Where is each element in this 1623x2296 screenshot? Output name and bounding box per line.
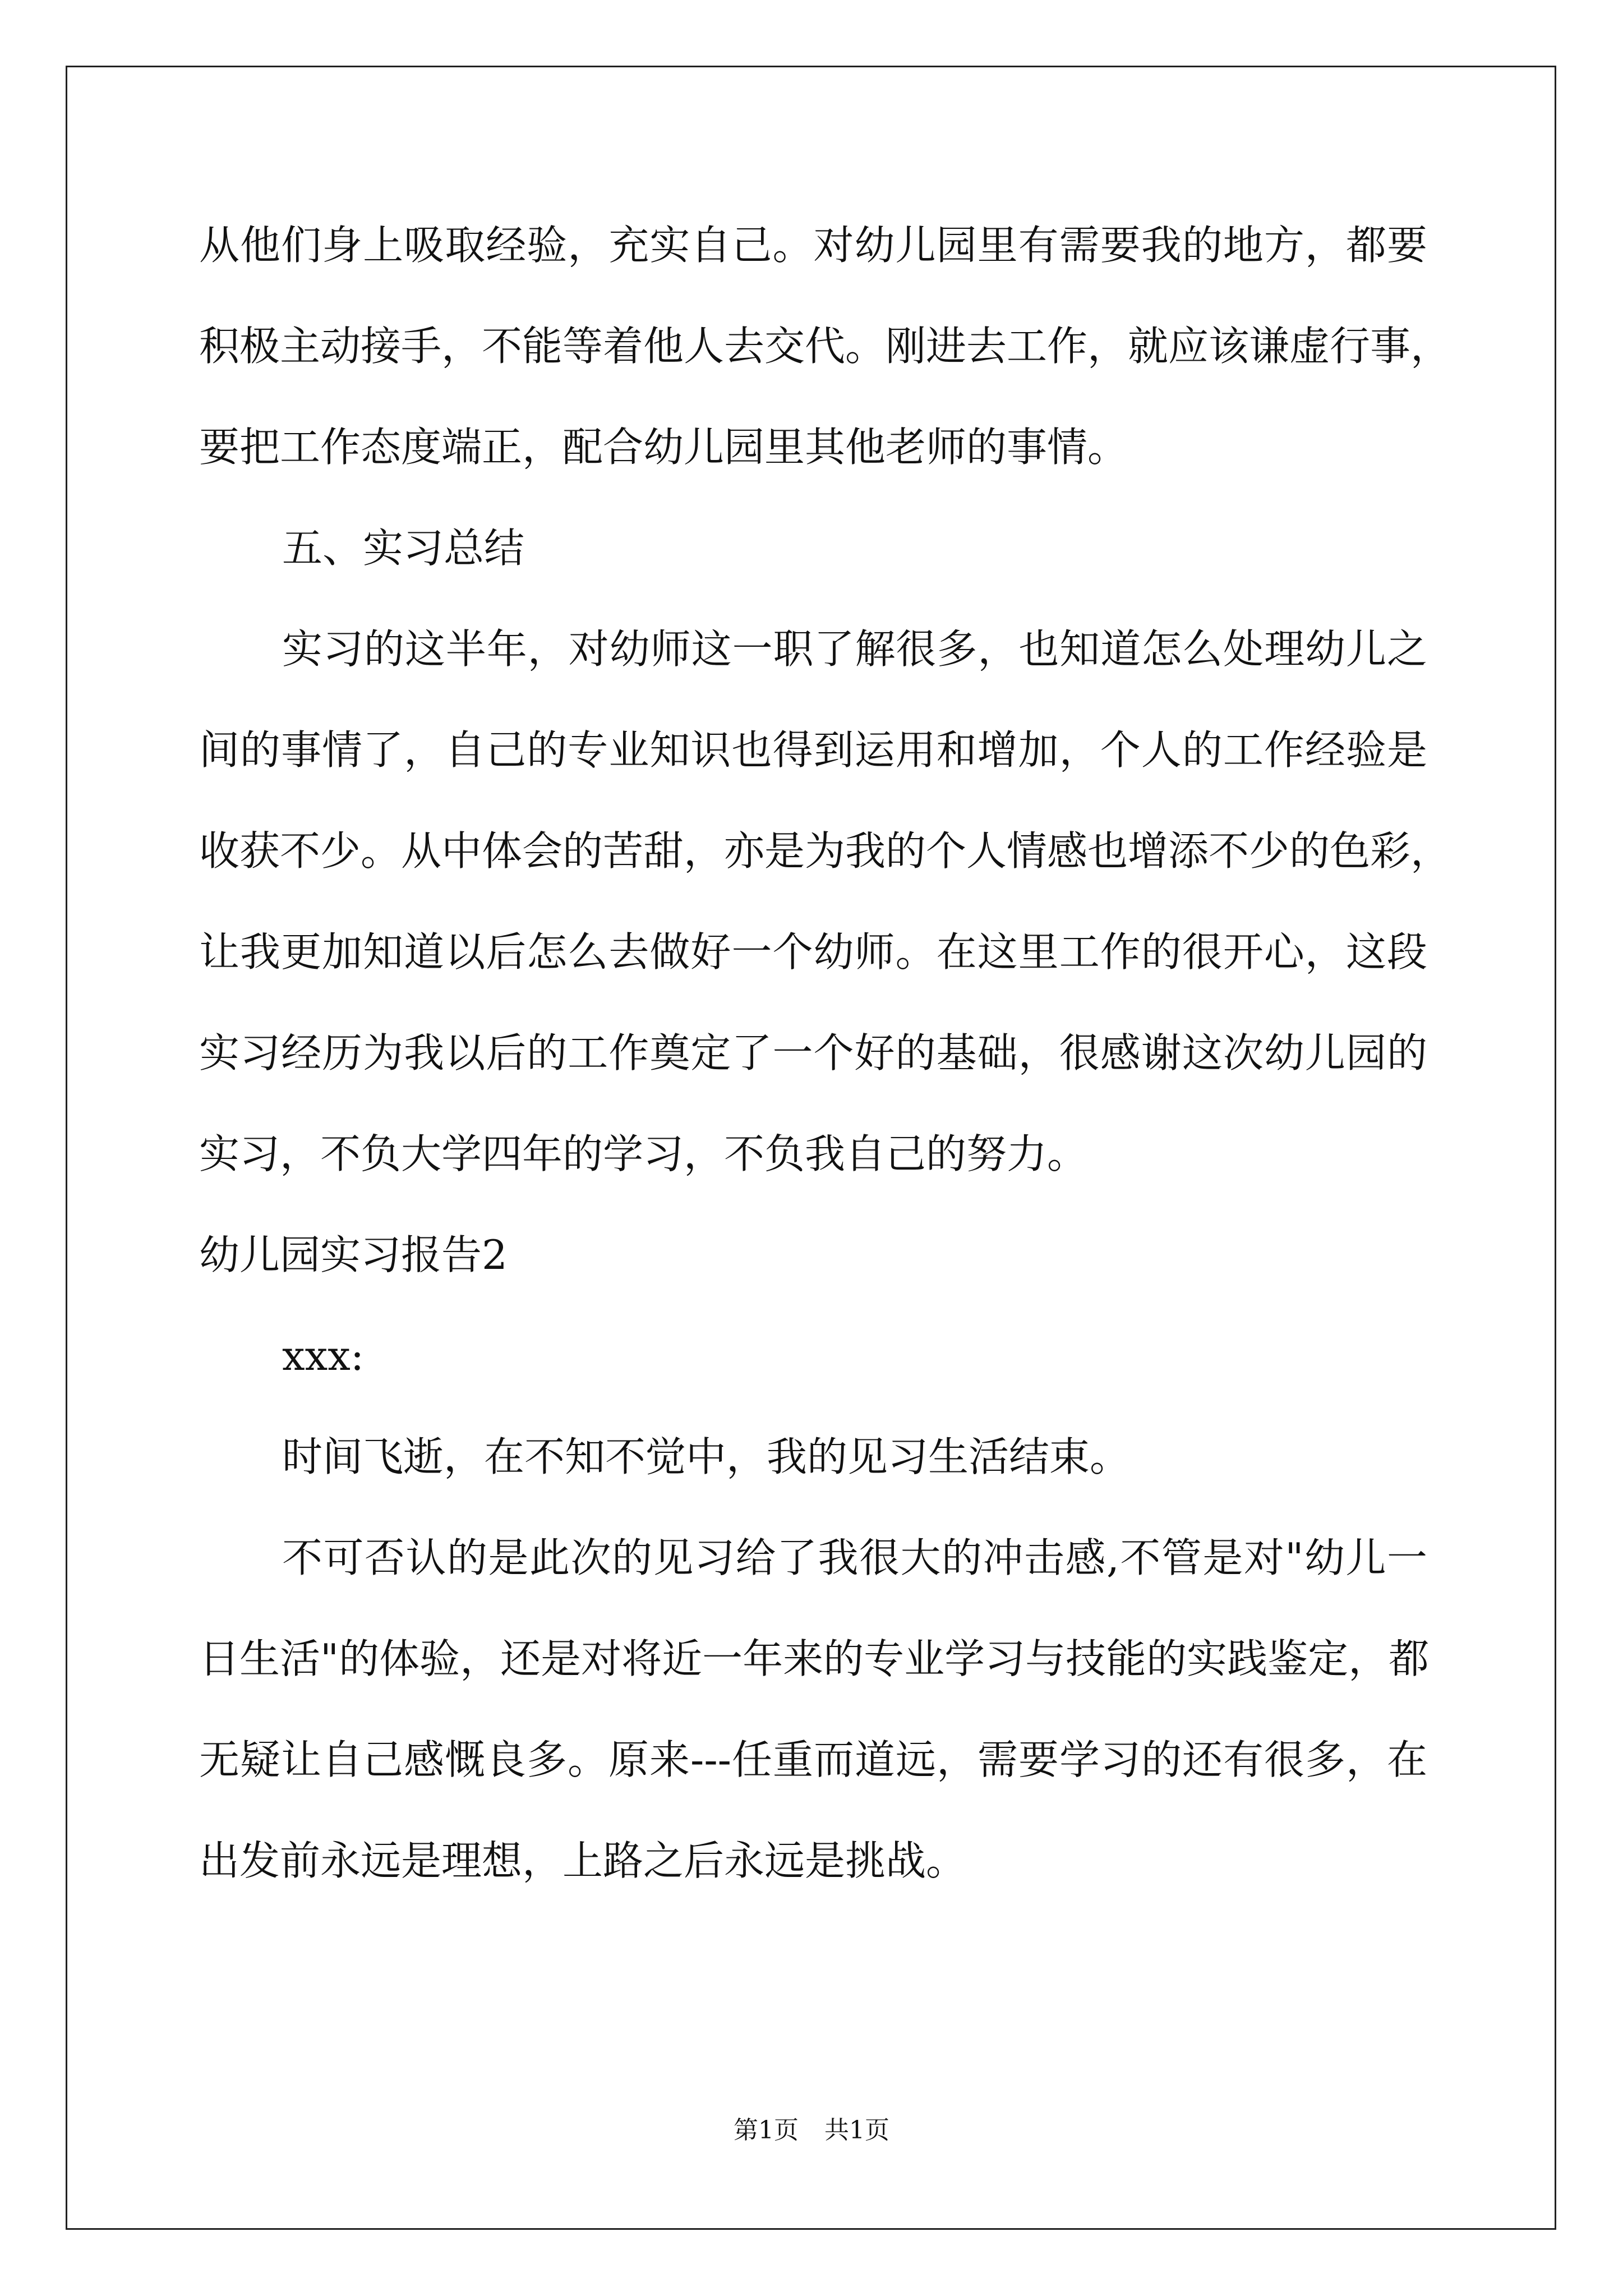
body-line: 不可否认的是此次的见习给了我很大的冲击感,不管是对"幼儿一 bbox=[282, 1534, 1427, 1581]
section-heading: 五、实习总结 bbox=[282, 524, 525, 572]
page-number: 第1页 bbox=[734, 2116, 799, 2145]
body-line: 积极主动接手，不能等着他人去交代。刚进去工作，就应该谦虚行事， bbox=[199, 323, 1451, 370]
page-count: 共1页 bbox=[824, 2116, 889, 2145]
body-line: 要把工作态度端正，配合幼儿园里其他老师的事情。 bbox=[199, 424, 1128, 471]
body-line: 收获不少。从中体会的苦甜，亦是为我的个人情感也增添不少的色彩， bbox=[199, 827, 1451, 875]
body-line: 让我更加知道以后怎么去做好一个幼师。在这里工作的很开心，这段 bbox=[199, 928, 1427, 976]
body-line: 实习的这半年，对幼师这一职了解很多，也知道怎么处理幼儿之 bbox=[282, 625, 1427, 673]
page-footer bbox=[0, 2114, 1623, 2147]
body-line: 时间飞逝，在不知不觉中，我的见习生活结束。 bbox=[282, 1433, 1131, 1480]
body-line: 日生活"的体验，还是对将近一年来的专业学习与技能的实践鉴定，都 bbox=[199, 1635, 1430, 1682]
body-line: 从他们身上吸取经验，充实自己。对幼儿园里有需要我的地方，都要 bbox=[199, 222, 1427, 269]
salutation: xxx: bbox=[282, 1332, 365, 1379]
body-line: 实习经历为我以后的工作奠定了一个好的基础，很感谢这次幼儿园的 bbox=[199, 1029, 1427, 1076]
report-title: 幼儿园实习报告2 bbox=[199, 1231, 508, 1278]
body-line: 出发前永远是理想，上路之后永远是挑战。 bbox=[199, 1837, 967, 1884]
body-line: 无疑让自己感慨良多。原来---任重而道远，需要学习的还有很多，在 bbox=[199, 1736, 1427, 1783]
body-line: 间的事情了，自己的专业知识也得到运用和增加，个人的工作经验是 bbox=[199, 726, 1427, 774]
body-line: 实习，不负大学四年的学习，不负我自己的努力。 bbox=[199, 1130, 1088, 1177]
document-body bbox=[199, 220, 1451, 1936]
